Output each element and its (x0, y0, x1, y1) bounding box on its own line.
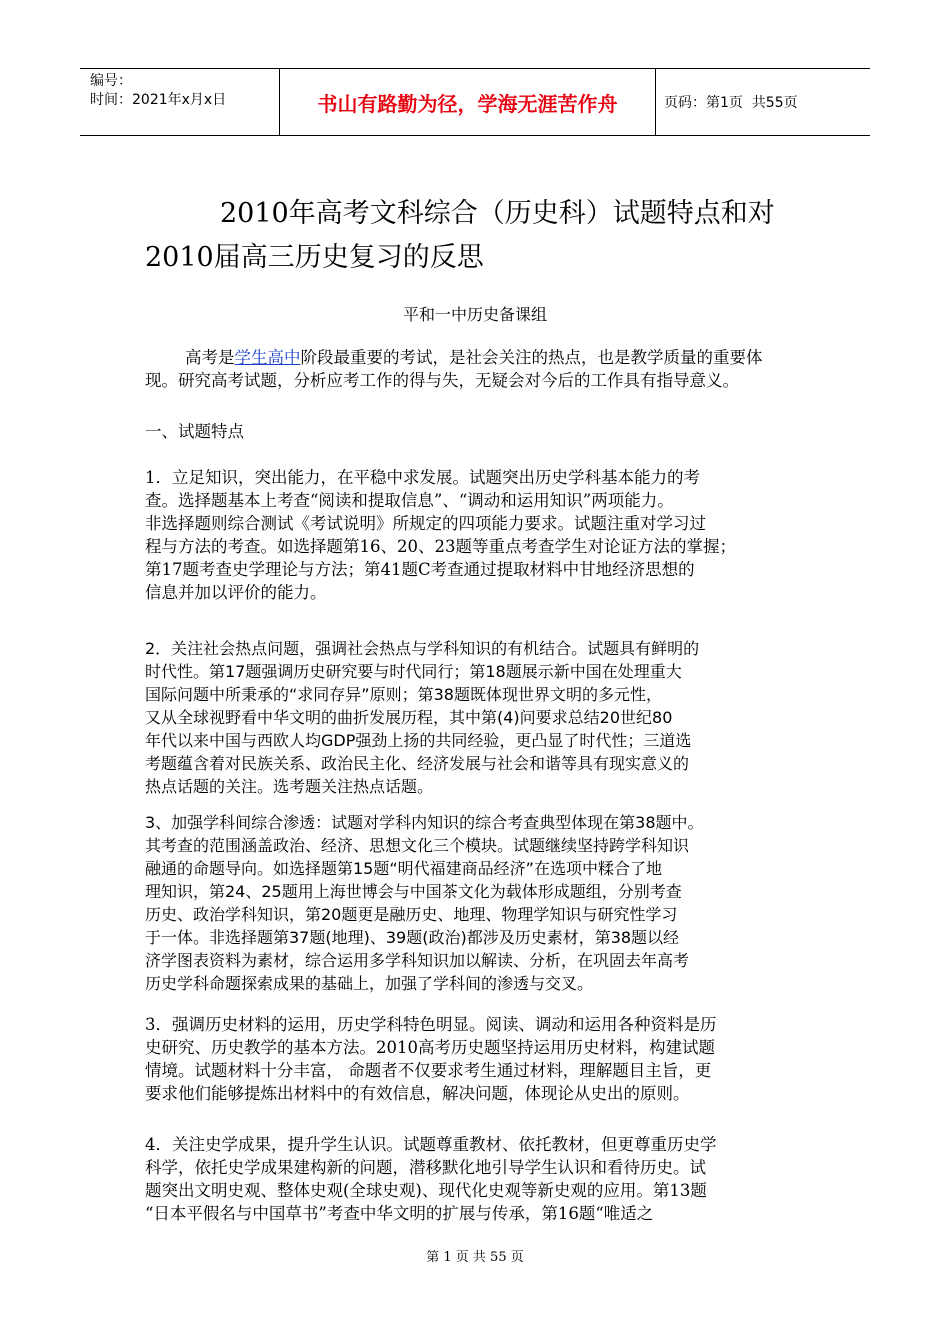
paragraph-line: 2．关注社会热点问题，强调社会热点与学科知识的有机结合。试题具有鲜明的 (145, 639, 700, 658)
section-heading (145, 420, 825, 443)
paragraph-line: 于一体。非选择题第37题(地理)、39题(政治)都涉及历史素材，第38题以经 (145, 928, 680, 947)
paragraph-line: 信息并加以评价的能力。 (145, 583, 327, 602)
header-motto: 书山有路勤为径，学海无涯苦作舟 (280, 69, 656, 135)
paragraph-line: 科学，依托史学成果建构新的问题，潜移默化地引导学生认识和看待历史。试 (145, 1158, 706, 1177)
paragraph-line: 题突出文明史观、整体史观(全球史观)、现代化史观等新史观的应用。第13题 (145, 1181, 707, 1200)
paragraph-line: 热点话题的关注。选考题关注热点话题。 (145, 777, 434, 796)
document-title (145, 192, 835, 280)
title-line-1: 2010年高考文科综合（历史科）试题特点和对 (220, 198, 775, 229)
paragraph-2 (145, 637, 825, 798)
paragraph-line: 理知识，第24、25题用上海世博会与中国茶文化为载体形成题组，分别考查 (145, 882, 682, 901)
paragraph-line: 时代性。第17题强调历史研究要与时代同行；第18题展示新中国在处理重大 (145, 662, 682, 681)
title-line-2: 2010届高三历史复习的反思 (145, 242, 484, 273)
header-page-label: 页码：第1页 共55页 (664, 95, 798, 111)
paragraph-line: 历史学科命题探索成果的基础上，加强了学科间的渗透与交叉。 (145, 974, 594, 993)
paragraph-line: 1．立足知识，突出能力，在平稳中求发展。试题突出历史学科基本能力的考 (145, 468, 700, 487)
intro-paragraph (145, 346, 825, 392)
paragraph-line: 史研究、历史教学的基本方法。2010高考历史题坚持运用历史材料，构建试题 (145, 1038, 715, 1057)
intro-link[interactable]: 学生高中 (234, 348, 301, 367)
intro-text: 阶段最重要的考试，是社会关注的热点，也是教学质量的重要体 (300, 348, 763, 367)
paragraph-line: 非选择题则综合测试《考试说明》所规定的四项能力要求。试题注重对学习过 (145, 514, 706, 533)
paragraph-line: “日本平假名与中国草书”考查中华文明的扩展与传承，第16题“唯适之 (145, 1204, 654, 1223)
paragraph-line: 又从全球视野看中华文明的曲折发展历程，其中第(4)问要求总结20世纪80 (145, 708, 673, 727)
paragraph-line: 3、加强学科间综合渗透：试题对学科内知识的综合考查典型体现在第38题中。 (145, 813, 704, 832)
paragraph-4 (145, 1013, 825, 1105)
header-time-label: 时间：2021年x月x日 (90, 92, 227, 108)
paragraph-line: 考题蕴含着对民族关系、政治民主化、经济发展与社会和谐等具有现实意义的 (145, 754, 690, 773)
intro-line-2: 现。研究高考试题，分析应考工作的得与失，无疑会对今后的工作具有指导意义。 (145, 371, 739, 390)
paragraph-line: 融通的命题导向。如选择题第15题“明代福建商品经济”在选项中糅合了地 (145, 859, 662, 878)
paragraph-line: 历史、政治学科知识，第20题更是融历史、地理、物理学知识与研究性学习 (145, 905, 678, 924)
paragraph-3 (145, 811, 825, 995)
paragraph-1 (145, 466, 825, 604)
author-line: 平和一中历史备课组 (402, 305, 547, 324)
header-id-label: 编号： (90, 73, 132, 89)
intro-prefix: 高考是 (185, 348, 235, 367)
header-page-info (656, 69, 870, 135)
paragraph-5 (145, 1133, 825, 1225)
page-footer: 第 1 页 共 55 页 (426, 1250, 524, 1265)
paragraph-line: 查。选择题基本上考查“阅读和提取信息”、“调动和运用知识”两项能力。 (145, 491, 674, 510)
paragraph-line: 3．强调历史材料的运用，历史学科特色明显。阅读、调动和运用各种资料是历 (145, 1015, 717, 1034)
header-meta (80, 69, 280, 135)
section-1-heading: 一、试题特点 (145, 422, 244, 441)
paragraph-line: 4．关注史学成果，提升学生认识。试题尊重教材、依托教材，但更尊重历史学 (145, 1135, 717, 1154)
paragraph-line: 要求他们能够提炼出材料中的有效信息，解决问题，体现论从史出的原则。 (145, 1084, 690, 1103)
paragraph-line: 程与方法的考查。如选择题第16、20、23题等重点考查学生对论证方法的掌握； (145, 537, 736, 556)
paragraph-line: 年代以来中国与西欧人均GDP强劲上扬的共同经验，更凸显了时代性；三道选 (145, 731, 692, 750)
paragraph-line: 情境。试题材料十分丰富， 命题者不仅要求考生通过材料，理解题目主旨，更 (145, 1061, 712, 1080)
paragraph-line: 第17题考查史学理论与方法；第41题C考查通过提取材料中甘地经济思想的 (145, 560, 695, 579)
page-header (80, 68, 870, 136)
paragraph-line: 国际问题中所秉承的“求同存异”原则；第38题既体现世界文明的多元性， (145, 685, 662, 704)
paragraph-line: 其考查的范围涵盖政治、经济、思想文化三个模块。试题继续坚持跨学科知识 (145, 836, 690, 855)
paragraph-line: 济学图表资料为素材，综合运用多学科知识加以解读、分析，在巩固去年高考 (145, 951, 690, 970)
